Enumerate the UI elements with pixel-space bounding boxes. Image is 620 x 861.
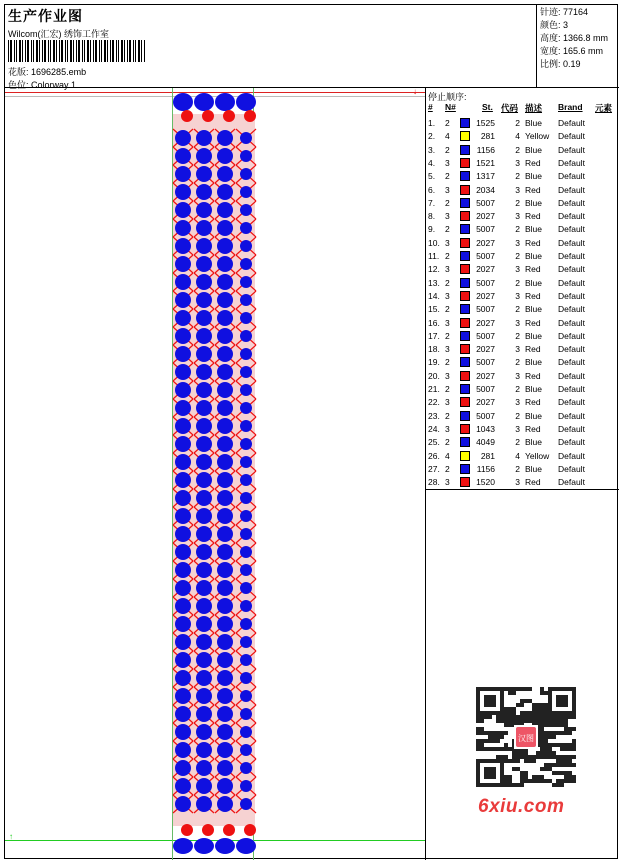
row-number: 20. bbox=[428, 370, 440, 381]
row-code: 3 bbox=[515, 237, 520, 248]
table-row bbox=[426, 476, 619, 489]
row-desc: Red bbox=[525, 397, 541, 408]
table-row bbox=[426, 396, 619, 409]
width-row bbox=[540, 45, 619, 58]
table-row bbox=[426, 423, 619, 436]
row-code: 2 bbox=[515, 277, 520, 288]
color-swatch bbox=[460, 304, 470, 314]
row-st: 1520 bbox=[476, 477, 495, 488]
row-needle: 2 bbox=[445, 437, 450, 448]
row-number: 23. bbox=[428, 410, 440, 421]
table-row bbox=[426, 210, 619, 223]
row-st: 1525 bbox=[476, 118, 495, 128]
row-number: 26. bbox=[428, 450, 440, 461]
row-desc: Red bbox=[525, 423, 541, 434]
color-swatch bbox=[460, 131, 470, 141]
row-number: 24. bbox=[428, 423, 440, 434]
row-needle: 3 bbox=[445, 237, 450, 248]
row-needle: 2 bbox=[445, 224, 450, 235]
color-swatch bbox=[460, 118, 470, 128]
table-row bbox=[426, 250, 619, 263]
row-needle: 4 bbox=[445, 450, 450, 461]
row-brand: Default bbox=[558, 437, 585, 448]
row-number: 15. bbox=[428, 304, 440, 315]
row-needle: 3 bbox=[445, 397, 450, 408]
row-st: 5007 bbox=[476, 384, 495, 394]
row-brand: Default bbox=[558, 370, 585, 381]
table-row bbox=[426, 157, 619, 170]
page-title: 生产作业图 bbox=[8, 8, 83, 24]
table-row bbox=[426, 436, 619, 449]
color-swatch bbox=[460, 411, 470, 421]
table-row bbox=[426, 343, 619, 356]
colorway-value: Colorway 1 bbox=[31, 80, 77, 90]
design-info bbox=[536, 5, 619, 88]
row-desc: Red bbox=[525, 344, 541, 355]
company-name: Wilcom(汇宏) 绣饰工作室 bbox=[8, 29, 109, 39]
row-st: 5007 bbox=[476, 330, 495, 341]
row-number: 9. bbox=[428, 224, 436, 235]
production-sheet bbox=[4, 4, 618, 859]
row-needle: 2 bbox=[445, 197, 450, 208]
table-row bbox=[426, 330, 619, 343]
row-desc: Blue bbox=[525, 304, 543, 315]
table-row bbox=[426, 450, 619, 463]
color-swatch bbox=[460, 371, 470, 381]
scale-label: 比例: bbox=[540, 59, 561, 69]
row-brand: Default bbox=[558, 224, 585, 235]
header bbox=[5, 5, 619, 88]
table-row bbox=[426, 223, 619, 236]
row-st: 281 bbox=[480, 131, 495, 142]
row-code: 3 bbox=[515, 477, 520, 488]
row-code: 4 bbox=[515, 450, 520, 461]
row-needle: 3 bbox=[445, 157, 450, 168]
color-swatch bbox=[460, 384, 470, 394]
row-number: 18. bbox=[428, 344, 440, 355]
color-swatch bbox=[460, 198, 470, 208]
row-brand: Default bbox=[558, 410, 585, 421]
design-canvas bbox=[5, 88, 426, 860]
table-row bbox=[426, 117, 619, 130]
row-code: 4 bbox=[515, 131, 520, 142]
row-desc: Blue bbox=[525, 197, 543, 208]
row-st: 1156 bbox=[476, 144, 495, 155]
bottom-marker-icon: ↑ bbox=[9, 832, 13, 841]
row-number: 6. bbox=[428, 184, 436, 195]
stop-sequence-table bbox=[426, 88, 619, 490]
row-number: 17. bbox=[428, 330, 440, 341]
design-value: 1696285.emb bbox=[31, 67, 87, 77]
row-desc: Red bbox=[525, 237, 541, 248]
table-row bbox=[426, 383, 619, 396]
row-desc: Yellow bbox=[525, 131, 550, 142]
row-brand: Default bbox=[558, 304, 585, 315]
row-number: 14. bbox=[428, 290, 440, 301]
row-st: 2027 bbox=[476, 211, 495, 222]
row-desc: Blue bbox=[525, 357, 543, 368]
row-needle: 2 bbox=[445, 144, 450, 155]
row-st: 2027 bbox=[476, 290, 495, 301]
row-st: 1043 bbox=[476, 423, 495, 434]
row-brand: Default bbox=[558, 290, 585, 301]
row-needle: 2 bbox=[445, 357, 450, 368]
design-file bbox=[8, 65, 86, 78]
col-header-desc: 描述 bbox=[525, 103, 543, 113]
table-header bbox=[426, 102, 619, 114]
row-st: 5007 bbox=[476, 304, 495, 315]
row-number: 16. bbox=[428, 317, 440, 328]
color-swatch bbox=[460, 464, 470, 474]
row-desc: Red bbox=[525, 477, 541, 488]
table-row bbox=[426, 290, 619, 303]
colorway-label: 色位: bbox=[8, 80, 29, 90]
top-marker-icon: ↓ bbox=[413, 88, 417, 96]
color-swatch bbox=[460, 318, 470, 328]
color-swatch bbox=[460, 357, 470, 367]
table-row bbox=[426, 463, 619, 476]
color-swatch bbox=[460, 145, 470, 155]
row-code: 2 bbox=[515, 384, 520, 394]
row-code: 3 bbox=[515, 344, 520, 355]
row-code: 3 bbox=[515, 397, 520, 408]
color-swatch bbox=[460, 171, 470, 181]
row-desc: Red bbox=[525, 264, 541, 275]
row-needle: 3 bbox=[445, 184, 450, 195]
row-desc: Blue bbox=[525, 463, 543, 474]
watermark-logo: 6xiu.com bbox=[478, 796, 565, 817]
table-row bbox=[426, 317, 619, 330]
row-st: 5007 bbox=[476, 224, 495, 235]
col-header-st: St. bbox=[482, 102, 493, 112]
row-brand: Default bbox=[558, 397, 585, 408]
row-st: 2027 bbox=[476, 344, 495, 355]
row-st: 1156 bbox=[476, 463, 495, 474]
row-needle: 2 bbox=[445, 410, 450, 421]
color-swatch bbox=[460, 224, 470, 234]
row-brand: Default bbox=[558, 463, 585, 474]
row-brand: Default bbox=[558, 184, 585, 195]
row-needle: 2 bbox=[445, 277, 450, 288]
row-st: 2027 bbox=[476, 237, 495, 248]
row-code: 3 bbox=[515, 184, 520, 195]
row-needle: 3 bbox=[445, 290, 450, 301]
row-desc: Blue bbox=[525, 118, 543, 128]
table-row bbox=[426, 197, 619, 210]
row-desc: Blue bbox=[525, 251, 543, 261]
table-row bbox=[426, 144, 619, 157]
row-code: 2 bbox=[515, 197, 520, 208]
table-row bbox=[426, 263, 619, 276]
row-number: 28. bbox=[428, 477, 440, 488]
row-code: 2 bbox=[515, 224, 520, 235]
color-swatch bbox=[460, 397, 470, 407]
color-swatch bbox=[460, 238, 470, 248]
row-needle: 3 bbox=[445, 344, 450, 355]
table-row bbox=[426, 130, 619, 143]
row-brand: Default bbox=[558, 264, 585, 275]
row-code: 2 bbox=[515, 437, 520, 448]
row-desc: Red bbox=[525, 211, 541, 222]
row-code: 2 bbox=[515, 410, 520, 421]
table-row bbox=[426, 370, 619, 383]
row-code: 2 bbox=[515, 171, 520, 182]
row-st: 2027 bbox=[476, 264, 495, 275]
row-brand: Default bbox=[558, 197, 585, 208]
stitches-value: 77164 bbox=[563, 7, 589, 17]
row-desc: Yellow bbox=[525, 450, 550, 461]
height-row bbox=[540, 32, 619, 45]
row-brand: Default bbox=[558, 157, 585, 168]
row-brand: Default bbox=[558, 450, 585, 461]
row-code: 2 bbox=[515, 144, 520, 155]
colors-label: 颜色: bbox=[540, 20, 561, 30]
row-st: 1521 bbox=[476, 157, 495, 168]
table-row bbox=[426, 410, 619, 423]
row-brand: Default bbox=[558, 211, 585, 222]
row-code: 3 bbox=[515, 317, 520, 328]
row-brand: Default bbox=[558, 237, 585, 248]
height-label: 高度: bbox=[540, 33, 561, 43]
row-needle: 2 bbox=[445, 384, 450, 394]
row-st: 5007 bbox=[476, 197, 495, 208]
row-st: 5007 bbox=[476, 251, 495, 261]
row-code: 3 bbox=[515, 423, 520, 434]
row-number: 27. bbox=[428, 463, 440, 474]
row-number: 19. bbox=[428, 357, 440, 368]
colors-value: 3 bbox=[563, 20, 569, 30]
color-swatch bbox=[460, 477, 470, 487]
row-needle: 2 bbox=[445, 330, 450, 341]
row-number: 7. bbox=[428, 197, 436, 208]
row-st: 281 bbox=[480, 450, 495, 461]
table-row bbox=[426, 237, 619, 250]
svg-text:汉图: 汉图 bbox=[518, 734, 534, 743]
color-swatch bbox=[460, 437, 470, 447]
scale-value: 0.19 bbox=[563, 59, 581, 69]
row-number: 8. bbox=[428, 211, 436, 222]
row-needle: 3 bbox=[445, 211, 450, 222]
row-code: 3 bbox=[515, 290, 520, 301]
color-swatch bbox=[460, 344, 470, 354]
row-brand: Default bbox=[558, 344, 585, 355]
row-st: 5007 bbox=[476, 277, 495, 288]
row-brand: Default bbox=[558, 171, 585, 182]
row-desc: Blue bbox=[525, 384, 543, 394]
barcode bbox=[8, 40, 148, 62]
row-desc: Blue bbox=[525, 224, 543, 235]
width-label: 宽度: bbox=[540, 46, 561, 56]
row-desc: Red bbox=[525, 157, 541, 168]
col-header-brand: Brand bbox=[558, 102, 583, 112]
row-number: 21. bbox=[428, 384, 440, 394]
row-desc: Red bbox=[525, 184, 541, 195]
table-row bbox=[426, 277, 619, 290]
row-needle: 3 bbox=[445, 370, 450, 381]
row-needle: 2 bbox=[445, 171, 450, 182]
color-swatch bbox=[460, 264, 470, 274]
row-number: 11. bbox=[428, 251, 440, 261]
color-swatch bbox=[460, 251, 470, 261]
color-swatch bbox=[460, 158, 470, 168]
row-code: 3 bbox=[515, 370, 520, 381]
row-brand: Default bbox=[558, 118, 585, 128]
table-row bbox=[426, 184, 619, 197]
row-brand: Default bbox=[558, 423, 585, 434]
row-code: 2 bbox=[515, 463, 520, 474]
design-label: 花版: bbox=[8, 67, 29, 77]
row-code: 2 bbox=[515, 251, 520, 261]
col-header-code: 代码 bbox=[501, 103, 519, 113]
row-desc: Blue bbox=[525, 410, 543, 421]
row-desc: Red bbox=[525, 317, 541, 328]
color-swatch bbox=[460, 291, 470, 301]
row-number: 3. bbox=[428, 144, 436, 155]
table-row bbox=[426, 356, 619, 369]
row-needle: 2 bbox=[445, 463, 450, 474]
colors-row bbox=[540, 19, 619, 32]
row-st: 5007 bbox=[476, 357, 495, 368]
row-code: 2 bbox=[515, 357, 520, 368]
row-number: 25. bbox=[428, 437, 440, 448]
row-brand: Default bbox=[558, 131, 585, 142]
row-number: 1. bbox=[428, 118, 436, 128]
row-number: 12. bbox=[428, 264, 440, 275]
embroidery-pattern bbox=[169, 88, 269, 860]
color-swatch bbox=[460, 185, 470, 195]
row-needle: 3 bbox=[445, 423, 450, 434]
row-brand: Default bbox=[558, 317, 585, 328]
row-needle: 3 bbox=[445, 477, 450, 488]
row-brand: Default bbox=[558, 251, 585, 261]
row-needle: 3 bbox=[445, 317, 450, 328]
row-st: 2027 bbox=[476, 397, 495, 408]
row-desc: Red bbox=[525, 290, 541, 301]
row-needle: 2 bbox=[445, 304, 450, 315]
row-number: 13. bbox=[428, 277, 440, 288]
row-st: 2034 bbox=[476, 184, 495, 195]
row-number: 5. bbox=[428, 171, 436, 182]
row-st: 2027 bbox=[476, 370, 495, 381]
row-desc: Blue bbox=[525, 437, 543, 448]
row-st: 1317 bbox=[476, 171, 495, 182]
row-st: 4049 bbox=[476, 437, 495, 448]
color-swatch bbox=[460, 278, 470, 288]
row-needle: 2 bbox=[445, 118, 450, 128]
stitches-row bbox=[540, 6, 619, 19]
row-brand: Default bbox=[558, 144, 585, 155]
row-code: 2 bbox=[515, 330, 520, 341]
row-needle: 4 bbox=[445, 131, 450, 142]
table-row bbox=[426, 170, 619, 183]
row-code: 2 bbox=[515, 304, 520, 315]
row-brand: Default bbox=[558, 384, 585, 394]
row-brand: Default bbox=[558, 477, 585, 488]
row-number: 4. bbox=[428, 157, 436, 168]
row-desc: Blue bbox=[525, 144, 543, 155]
row-code: 3 bbox=[515, 264, 520, 275]
stitches-label: 针迹: bbox=[540, 7, 561, 17]
col-header-needle: N# bbox=[445, 102, 456, 112]
row-desc: Blue bbox=[525, 171, 543, 182]
row-brand: Default bbox=[558, 357, 585, 368]
row-desc: Blue bbox=[525, 330, 543, 341]
row-st: 2027 bbox=[476, 317, 495, 328]
height-value: 1366.8 mm bbox=[563, 33, 609, 43]
row-desc: Blue bbox=[525, 277, 543, 288]
row-number: 10. bbox=[428, 237, 440, 248]
row-code: 2 bbox=[515, 118, 520, 128]
row-number: 2. bbox=[428, 131, 436, 142]
row-st: 5007 bbox=[476, 410, 495, 421]
row-code: 3 bbox=[515, 211, 520, 222]
row-brand: Default bbox=[558, 330, 585, 341]
width-value: 165.6 mm bbox=[563, 46, 604, 56]
color-swatch bbox=[460, 451, 470, 461]
color-swatch bbox=[460, 211, 470, 221]
color-swatch bbox=[460, 331, 470, 341]
row-desc: Red bbox=[525, 370, 541, 381]
stop-sequence-caption: 停止顺序: bbox=[428, 92, 467, 102]
row-code: 3 bbox=[515, 157, 520, 168]
color-swatch bbox=[460, 424, 470, 434]
table-row bbox=[426, 303, 619, 316]
qr-code bbox=[474, 687, 578, 787]
row-needle: 3 bbox=[445, 264, 450, 275]
row-needle: 2 bbox=[445, 251, 450, 261]
row-number: 22. bbox=[428, 397, 440, 408]
col-header-element: 元素 bbox=[595, 103, 613, 113]
col-header-num: # bbox=[428, 102, 433, 112]
row-brand: Default bbox=[558, 277, 585, 288]
scale-row bbox=[540, 58, 619, 71]
